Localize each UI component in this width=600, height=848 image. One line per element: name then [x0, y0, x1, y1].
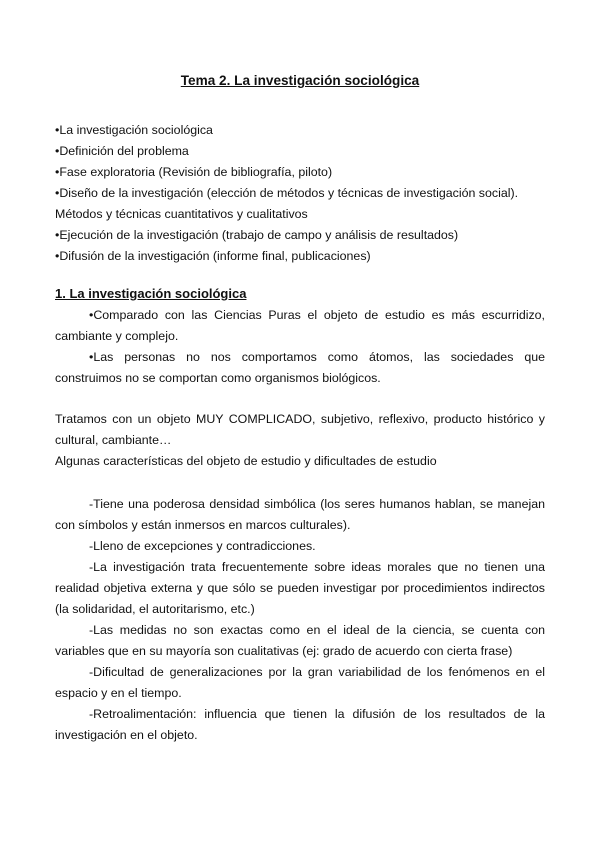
- outline-item: •Difusión de la investigación (informe final, publicaciones): [55, 249, 371, 263]
- outline-item-continuation: Métodos y técnicas cuantitativos y cualitativos: [55, 207, 308, 221]
- outline-item: •La investigación sociológica: [55, 123, 213, 137]
- characteristic-item: -Dificultad de generalizaciones por la gran variabilidad de los fenómenos en el espacio y en el tiempo.: [55, 665, 545, 700]
- characteristics-list: [55, 494, 545, 746]
- characteristics-intro: Algunas características del objeto de estudio y dificultades de estudio: [55, 454, 437, 468]
- outline-item: •Diseño de la investigación (elección de métodos y técnicas de investigación social).: [55, 186, 519, 200]
- characteristic-item: -Las medidas no son exactas como en el ideal de la ciencia, se cuenta con variables que en su mayoría son cualitativas (ej: grado de acuerdo con cierta frase): [55, 623, 545, 658]
- section-heading: 1. La investigación sociológica: [55, 286, 247, 301]
- bullet-paragraph: •Las personas no nos comportamos como átomos, las sociedades que construimos no se comportan como organismos biológicos.: [55, 350, 545, 385]
- characteristic-item: -Retroalimentación: influencia que tienen la difusión de los resultados de la investigación en el objeto.: [55, 707, 545, 742]
- complexity-block: [55, 409, 545, 472]
- topic-outline: [55, 120, 555, 267]
- section-intro-bullets: [55, 305, 545, 389]
- bullet-paragraph: •Comparado con las Ciencias Puras el objeto de estudio es más escurridizo, cambiante y complejo.: [55, 308, 545, 343]
- characteristic-item: -Tiene una poderosa densidad simbólica (los seres humanos hablan, se manejan con símbolos y están inmersos en marcos culturales).: [55, 497, 545, 532]
- outline-item: •Ejecución de la investigación (trabajo de campo y análisis de resultados): [55, 228, 459, 242]
- characteristic-item: -Lleno de excepciones y contradicciones.: [89, 539, 316, 553]
- complexity-statement: Tratamos con un objeto MUY COMPLICADO, subjetivo, reflexivo, producto histórico y cultural, cambiante…: [55, 412, 545, 447]
- page-title: Tema 2. La investigación sociológica: [180, 73, 420, 88]
- outline-item: •Fase exploratoria (Revisión de bibliografía, piloto): [55, 165, 333, 179]
- characteristic-item: -La investigación trata frecuentemente sobre ideas morales que no tienen una realidad objetiva externa y que sólo se pueden investigar por procedimientos indirectos (la solidaridad, el autoritarismo, etc.): [55, 560, 545, 616]
- outline-item: •Definición del problema: [55, 144, 189, 158]
